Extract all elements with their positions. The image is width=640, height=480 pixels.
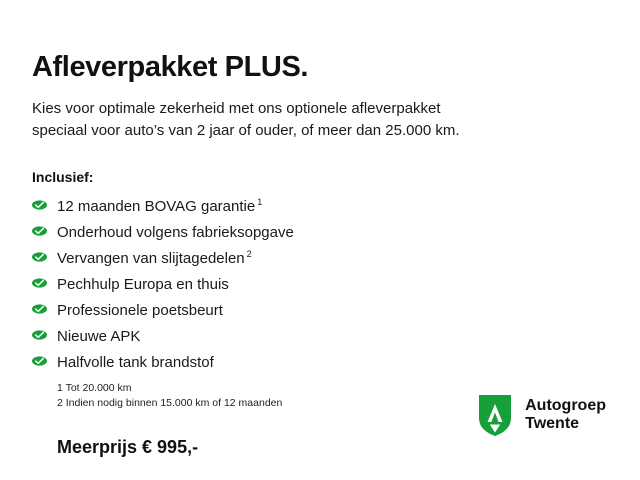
list-item <box>32 323 608 349</box>
page-title: Afleverpakket PLUS. <box>32 51 309 83</box>
check-bullet-icon <box>32 252 47 262</box>
feature-label: Halfvolle tank brandstof <box>57 353 214 371</box>
logo-wordmark <box>525 397 606 434</box>
feature-label: 12 maanden BOVAG garantie $^1$ <box>57 196 263 215</box>
list-item <box>32 193 608 219</box>
price-label: Meerprijs € 995,- <box>57 437 199 458</box>
list-item <box>32 297 608 323</box>
check-bullet-icon <box>32 304 47 314</box>
feature-label: Onderhoud volgens fabrieksopgave <box>57 223 294 241</box>
footnote-2: 2 Indien nodig binnen 15.000 km of 12 maanden <box>57 397 283 410</box>
footnote-marker: 2 <box>246 248 252 259</box>
autogroep-twente-logo <box>475 392 606 438</box>
intro-line-1: Kies voor optimale zekerheid met ons optionele afleverpakket <box>32 99 441 117</box>
check-bullet-icon <box>32 330 47 340</box>
shield-a-icon <box>475 392 515 438</box>
check-bullet-icon <box>32 278 47 288</box>
list-item <box>32 349 608 375</box>
footnote-1: 1 Tot 20.000 km <box>57 381 132 394</box>
intro-paragraph <box>32 98 552 143</box>
feature-list <box>32 193 608 375</box>
feature-label: Pechhulp Europa en thuis <box>57 275 229 293</box>
intro-line-2: speciaal voor auto’s van 2 jaar of ouder, of meer dan 25.000 km. <box>32 122 460 140</box>
list-item <box>32 245 608 271</box>
check-bullet-icon <box>32 226 47 236</box>
logo-line-2: Twente <box>525 415 580 432</box>
logo-line-1: Autogroep <box>525 396 606 414</box>
feature-label: Professionele poetsbeurt <box>57 301 223 319</box>
list-item <box>32 271 608 297</box>
check-bullet-icon <box>32 356 47 366</box>
inclusief-heading: Inclusief: <box>32 168 94 185</box>
list-item <box>32 219 608 245</box>
check-bullet-icon <box>32 200 47 210</box>
feature-label: Vervangen van slijtagedelen $^2$ <box>57 248 252 267</box>
feature-label: Nieuwe APK <box>57 327 141 345</box>
footnote-marker: 1 <box>257 196 263 207</box>
